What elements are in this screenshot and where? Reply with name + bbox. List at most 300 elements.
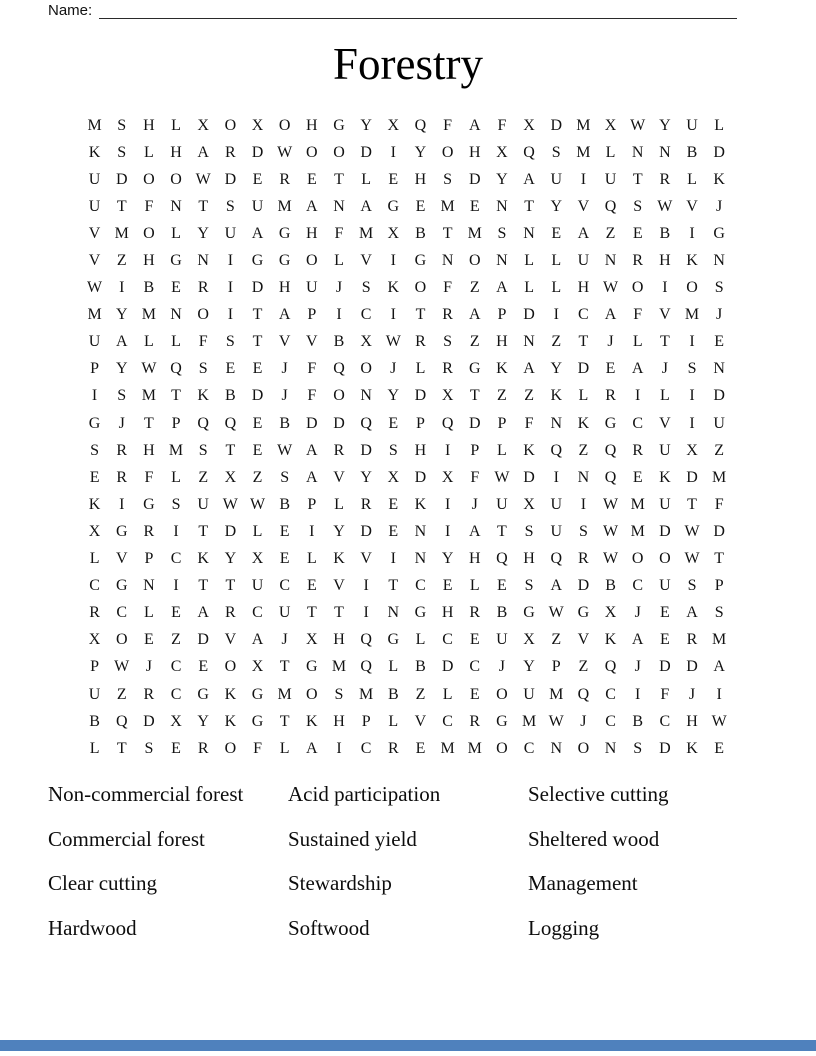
grid-letter: J	[281, 387, 288, 405]
grid-letter: R	[197, 739, 209, 757]
grid-letter: G	[278, 252, 291, 270]
grid-letter: U	[306, 279, 318, 297]
grid-letter: W	[711, 712, 727, 730]
grid-letter: O	[577, 739, 590, 757]
grid-letter: D	[360, 143, 372, 161]
grid-letter: D	[143, 712, 155, 730]
grid-letter: M	[277, 197, 292, 215]
grid-letter: J	[471, 495, 478, 513]
grid-letter: N	[170, 197, 182, 215]
grid-letter: X	[224, 468, 237, 486]
grid-letter: I	[390, 252, 396, 270]
grid-letter: F	[307, 360, 317, 378]
grid-letter: G	[251, 712, 264, 730]
grid-letter: G	[306, 658, 318, 676]
grid-letter: B	[333, 333, 345, 351]
grid-letter: K	[686, 739, 698, 757]
grid-letter: Z	[578, 658, 589, 676]
grid-letter: E	[659, 604, 670, 622]
grid-letter: Q	[360, 414, 372, 432]
grid-letter: W	[602, 495, 619, 513]
grid-letter: U	[604, 170, 617, 188]
grid-letter: U	[88, 170, 101, 188]
grid-letter: T	[497, 522, 507, 540]
grid-letter: I	[553, 306, 559, 324]
grid-letter: X	[387, 116, 400, 134]
grid-letter: G	[143, 495, 155, 513]
grid-letter: R	[442, 306, 453, 324]
grid-letter: D	[360, 522, 372, 540]
grid-letter: R	[469, 604, 481, 622]
grid-letter: C	[360, 306, 372, 324]
grid-letter: O	[224, 739, 237, 757]
grid-letter: Y	[659, 116, 671, 134]
grid-letter: J	[281, 360, 288, 378]
grid-letter: R	[686, 631, 698, 649]
word-list-item: Softwood	[288, 915, 370, 940]
grid-letter: O	[224, 116, 237, 134]
grid-letter: L	[442, 685, 453, 703]
grid-letter: Y	[360, 116, 372, 134]
grid-letter: D	[441, 658, 454, 676]
grid-letter: O	[360, 360, 372, 378]
grid-letter: I	[444, 495, 451, 513]
grid-letter: V	[577, 631, 590, 649]
grid-letter: M	[331, 658, 347, 676]
grid-letter: I	[580, 495, 587, 513]
grid-letter: Q	[333, 360, 345, 378]
grid-letter: O	[659, 550, 671, 568]
grid-letter: Y	[496, 170, 508, 188]
grid-letter: W	[630, 116, 646, 134]
grid-letter: D	[224, 522, 237, 540]
grid-letter: S	[633, 739, 643, 757]
grid-letter: J	[688, 685, 696, 703]
grid-letter: I	[336, 306, 342, 324]
grid-letter: L	[334, 495, 344, 513]
grid-letter: E	[469, 197, 480, 215]
grid-letter: I	[227, 252, 234, 270]
grid-letter: U	[88, 197, 101, 215]
grid-letter: J	[118, 414, 125, 432]
grid-letter: P	[144, 550, 154, 568]
grid-letter: H	[333, 631, 345, 649]
grid-letter: Q	[197, 414, 209, 432]
grid-letter: F	[253, 739, 262, 757]
grid-letter: T	[524, 197, 534, 215]
grid-letter: W	[602, 279, 619, 297]
grid-letter: O	[143, 170, 155, 188]
grid-letter: S	[361, 279, 371, 297]
grid-letter: B	[686, 143, 698, 161]
grid-letter: F	[660, 685, 670, 703]
grid-letter: V	[659, 306, 671, 324]
grid-letter: B	[279, 495, 290, 513]
grid-letter: S	[171, 495, 181, 513]
grid-letter: R	[89, 604, 100, 622]
grid-letter: D	[360, 441, 372, 459]
grid-letter: T	[334, 604, 344, 622]
grid-letter: A	[577, 224, 590, 242]
grid-letter: I	[580, 170, 587, 188]
grid-letter: M	[440, 739, 455, 757]
grid-letter: D	[251, 279, 264, 297]
grid-letter: X	[523, 631, 535, 649]
grid-letter: A	[631, 631, 644, 649]
grid-letter: H	[306, 116, 318, 134]
grid-letter: I	[444, 441, 451, 459]
grid-letter: V	[659, 414, 671, 432]
grid-letter: Q	[441, 414, 454, 432]
grid-letter: S	[225, 197, 235, 215]
grid-letter: H	[496, 333, 508, 351]
grid-letter: F	[144, 468, 154, 486]
grid-letter: C	[360, 739, 372, 757]
grid-letter: M	[521, 712, 537, 730]
grid-letter: M	[630, 522, 645, 540]
grid-letter: L	[551, 252, 562, 270]
grid-letter: C	[632, 577, 644, 595]
grid-letter: G	[251, 252, 264, 270]
grid-letter: U	[577, 252, 590, 270]
grid-letter: Q	[577, 685, 590, 703]
grid-letter: T	[198, 197, 209, 215]
grid-letter: Q	[550, 550, 563, 568]
grid-letter: I	[91, 387, 98, 405]
grid-letter: X	[306, 631, 318, 649]
grid-letter: Q	[604, 658, 617, 676]
grid-letter: K	[659, 468, 671, 486]
grid-letter: Z	[605, 224, 616, 242]
grid-letter: L	[89, 550, 100, 568]
grid-letter: P	[416, 414, 425, 432]
grid-letter: H	[523, 550, 535, 568]
word-list-item: Logging	[528, 915, 600, 940]
grid-letter: E	[659, 631, 670, 649]
grid-letter: F	[524, 414, 534, 432]
grid-letter: U	[496, 495, 508, 513]
grid-letter: G	[278, 224, 291, 242]
grid-letter: O	[224, 658, 237, 676]
grid-letter: A	[686, 604, 698, 622]
grid-letter: N	[604, 252, 617, 270]
grid-letter: E	[714, 739, 725, 757]
grid-letter: D	[659, 739, 671, 757]
grid-letter: B	[605, 577, 616, 595]
grid-letter: B	[659, 224, 671, 242]
grid-letter: N	[143, 577, 155, 595]
grid-letter: F	[633, 306, 643, 324]
grid-letter: R	[143, 522, 155, 540]
grid-letter: P	[171, 414, 181, 432]
grid-letter: K	[713, 170, 725, 188]
grid-letter: G	[414, 252, 427, 270]
grid-letter: W	[249, 495, 266, 513]
grid-letter: D	[197, 631, 209, 649]
grid-letter: M	[141, 306, 156, 324]
grid-letter: J	[498, 658, 506, 676]
grid-letter: C	[659, 712, 671, 730]
grid-letter: T	[198, 522, 209, 540]
grid-letter: B	[225, 387, 236, 405]
grid-letter: T	[252, 333, 263, 351]
grid-letter: T	[279, 712, 290, 730]
grid-letter: B	[89, 712, 100, 730]
grid-letter: W	[141, 360, 157, 378]
grid-letter: M	[467, 739, 482, 757]
grid-letter: F	[334, 224, 344, 242]
grid-letter: X	[496, 143, 508, 161]
grid-letter: S	[117, 116, 127, 134]
grid-letter: U	[550, 495, 563, 513]
grid-letter: D	[659, 522, 671, 540]
grid-letter: B	[279, 414, 290, 432]
grid-letter: C	[442, 712, 453, 730]
grid-letter: I	[635, 685, 641, 703]
grid-letter: Z	[198, 468, 209, 486]
grid-letter: E	[442, 577, 453, 595]
grid-letter: V	[414, 712, 427, 730]
grid-letter: L	[171, 224, 181, 242]
grid-letter: X	[88, 631, 101, 649]
grid-letter: I	[553, 468, 559, 486]
grid-letter: P	[307, 495, 317, 513]
grid-letter: T	[144, 414, 154, 432]
grid-letter: W	[548, 604, 564, 622]
grid-letter: I	[689, 387, 695, 405]
grid-letter: P	[90, 658, 100, 676]
grid-letter: Z	[578, 441, 589, 459]
grid-letter: S	[714, 604, 724, 622]
grid-letter: D	[414, 468, 427, 486]
grid-letter: I	[444, 522, 451, 540]
grid-letter: C	[632, 414, 644, 432]
grid-letter: Q	[496, 550, 508, 568]
grid-letter: L	[144, 604, 154, 622]
grid-letter: O	[197, 306, 209, 324]
grid-letter: L	[279, 739, 290, 757]
grid-letter: C	[605, 685, 616, 703]
grid-letter: U	[197, 495, 209, 513]
grid-letter: M	[359, 224, 374, 242]
grid-letter: L	[171, 333, 181, 351]
grid-letter: A	[306, 468, 318, 486]
grid-letter: N	[360, 387, 372, 405]
grid-letter: Q	[360, 631, 372, 649]
grid-letter: W	[684, 550, 700, 568]
grid-letter: X	[251, 116, 264, 134]
grid-letter: H	[143, 441, 155, 459]
grid-letter: T	[442, 224, 453, 242]
grid-letter: R	[578, 550, 589, 568]
grid-letter: L	[388, 712, 399, 730]
grid-letter: V	[577, 197, 590, 215]
grid-letter: R	[659, 170, 671, 188]
grid-letter: A	[251, 631, 264, 649]
grid-letter: L	[659, 387, 670, 405]
grid-letter: G	[713, 224, 725, 242]
grid-letter: H	[468, 550, 481, 568]
grid-letter: X	[197, 116, 209, 134]
grid-letter: D	[686, 658, 698, 676]
grid-letter: E	[252, 170, 263, 188]
grid-letter: T	[334, 170, 344, 188]
grid-letter: Z	[252, 468, 263, 486]
grid-letter: L	[469, 577, 480, 595]
word-list-item: Stewardship	[288, 871, 392, 896]
grid-letter: I	[363, 577, 369, 595]
grid-letter: L	[171, 116, 181, 134]
grid-letter: E	[605, 360, 616, 378]
grid-letter: O	[686, 279, 698, 297]
grid-letter: S	[388, 441, 398, 459]
grid-letter: F	[497, 116, 507, 134]
grid-letter: O	[631, 279, 644, 297]
grid-letter: E	[252, 414, 263, 432]
grid-letter: G	[577, 604, 590, 622]
grid-letter: R	[279, 170, 290, 188]
grid-letter: J	[145, 658, 152, 676]
grid-letter: I	[227, 306, 234, 324]
grid-letter: B	[415, 224, 426, 242]
grid-letter: H	[468, 143, 481, 161]
grid-letter: Y	[441, 550, 454, 568]
word-list-item: Sustained yield	[288, 826, 417, 851]
grid-letter: C	[170, 550, 182, 568]
grid-letter: X	[523, 495, 535, 513]
grid-letter: W	[657, 197, 673, 215]
grid-letter: X	[251, 658, 264, 676]
grid-letter: T	[415, 306, 426, 324]
grid-letter: Y	[360, 468, 372, 486]
grid-letter: I	[119, 279, 125, 297]
grid-letter: E	[171, 739, 181, 757]
grid-letter: G	[468, 360, 481, 378]
grid-letter: A	[713, 658, 725, 676]
grid-letter: J	[607, 333, 614, 351]
grid-letter: Y	[414, 143, 427, 161]
grid-letter: S	[117, 387, 127, 405]
grid-letter: R	[197, 279, 209, 297]
word-list-item: Non-commercial forest	[48, 782, 244, 806]
grid-letter: D	[713, 143, 725, 161]
grid-letter: J	[634, 658, 641, 676]
grid-letter: N	[170, 306, 182, 324]
grid-letter: Y	[115, 306, 128, 324]
grid-letter: Z	[497, 387, 507, 405]
grid-letter: D	[550, 116, 563, 134]
grid-letter: W	[114, 658, 130, 676]
grid-letter: N	[414, 550, 427, 568]
word-list-item: Commercial forest	[48, 826, 205, 851]
grid-letter: T	[171, 387, 181, 405]
grid-letter: U	[496, 631, 508, 649]
grid-letter: Y	[333, 522, 345, 540]
grid-letter: M	[277, 685, 292, 703]
grid-letter: O	[306, 685, 318, 703]
grid-letter: D	[468, 414, 481, 432]
grid-letter: S	[633, 197, 643, 215]
grid-letter: L	[144, 333, 154, 351]
grid-letter: O	[278, 116, 291, 134]
grid-letter: K	[577, 414, 590, 432]
grid-letter: W	[548, 712, 564, 730]
grid-letter: K	[686, 252, 698, 270]
grid-letter: R	[225, 604, 236, 622]
grid-letter: E	[469, 631, 480, 649]
grid-letter: I	[390, 143, 396, 161]
grid-letter: Q	[604, 441, 617, 459]
grid-letter: I	[689, 224, 695, 242]
grid-letter: G	[604, 414, 617, 432]
grid-letter: F	[714, 495, 724, 513]
grid-letter: L	[306, 550, 317, 568]
grid-letter: P	[361, 712, 371, 730]
grid-letter: O	[306, 252, 318, 270]
grid-letter: N	[631, 143, 644, 161]
grid-letter: N	[496, 197, 508, 215]
grid-letter: Z	[551, 631, 562, 649]
grid-letter: L	[89, 739, 100, 757]
grid-letter: G	[115, 577, 128, 595]
grid-letter: M	[467, 224, 482, 242]
grid-letter: N	[713, 252, 725, 270]
grid-letter: P	[551, 658, 561, 676]
grid-letter: S	[551, 143, 561, 161]
grid-letter: K	[224, 712, 237, 730]
grid-letter: Q	[550, 441, 563, 459]
grid-letter: E	[225, 360, 236, 378]
grid-letter: N	[523, 333, 535, 351]
grid-letter: L	[632, 333, 643, 351]
grid-letter: T	[198, 577, 209, 595]
grid-letter: T	[714, 550, 725, 568]
grid-letter: G	[251, 685, 264, 703]
grid-letter: I	[390, 550, 396, 568]
grid-letter: U	[523, 685, 535, 703]
grid-letter: I	[689, 414, 695, 432]
grid-letter: D	[659, 658, 671, 676]
grid-letter: R	[143, 685, 155, 703]
grid-letter: U	[88, 333, 101, 351]
grid-letter: T	[469, 387, 480, 405]
grid-letter: K	[387, 279, 400, 297]
grid-letter: L	[578, 387, 589, 405]
grid-letter: A	[306, 739, 318, 757]
grid-letter: U	[659, 441, 671, 459]
grid-letter: E	[306, 577, 317, 595]
word-list	[0, 772, 816, 972]
grid-letter: H	[414, 170, 427, 188]
grid-letter: S	[687, 360, 697, 378]
grid-letter: O	[143, 224, 155, 242]
grid-letter: E	[469, 685, 480, 703]
grid-letter: T	[687, 495, 697, 513]
grid-letter: L	[415, 360, 426, 378]
grid-letter: E	[171, 279, 181, 297]
grid-letter: N	[387, 604, 400, 622]
word-list-column	[288, 772, 440, 950]
grid-letter: C	[442, 631, 453, 649]
grid-letter: U	[224, 224, 237, 242]
grid-letter: I	[363, 604, 369, 622]
grid-letter: D	[523, 468, 535, 486]
grid-letter: R	[442, 360, 453, 378]
grid-letter: W	[222, 495, 238, 513]
word-list-item: Sheltered wood	[528, 826, 660, 851]
grid-letter: T	[252, 306, 263, 324]
grid-letter: V	[333, 577, 345, 595]
